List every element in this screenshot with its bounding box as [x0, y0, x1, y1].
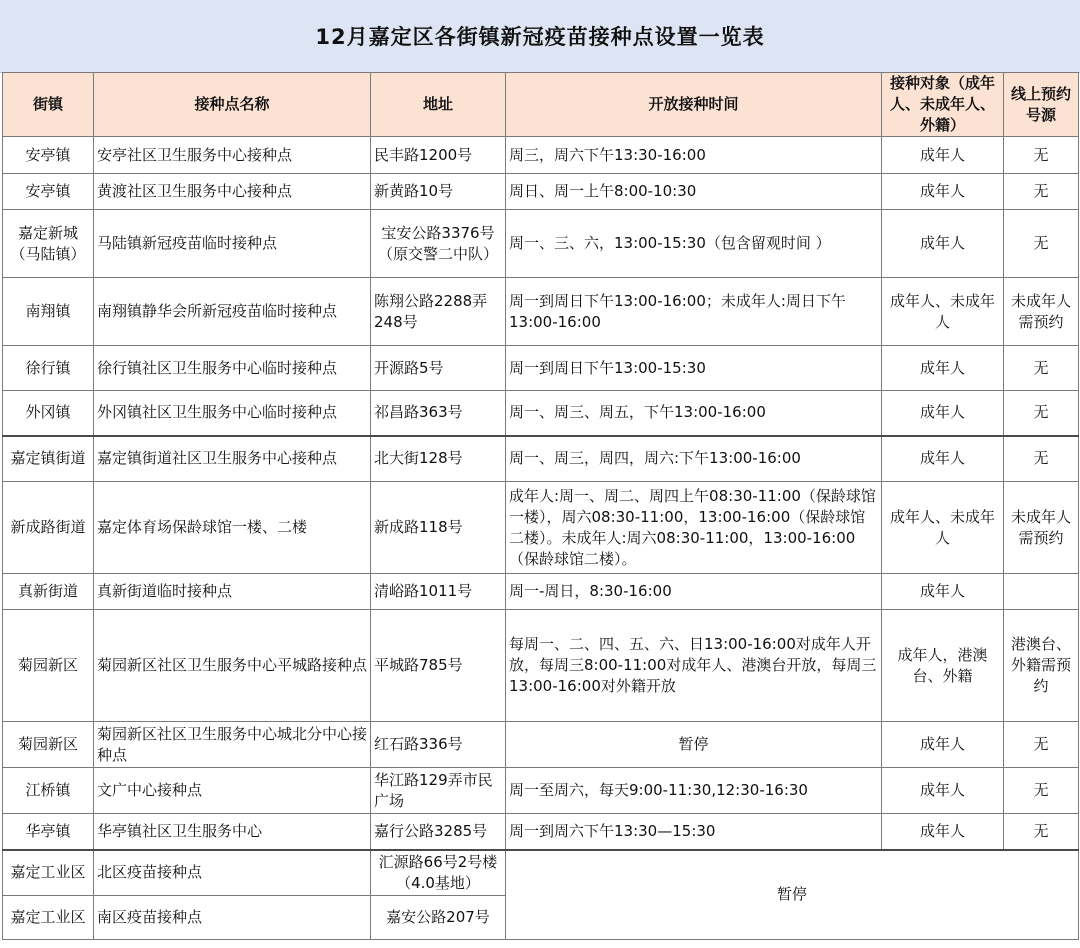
hours-cell: 周一、周三，周四，周六:下午13:00-16:00 — [506, 436, 882, 482]
town-cell: 徐行镇 — [3, 346, 94, 391]
site-cell: 安亭社区卫生服务中心接种点 — [94, 137, 371, 174]
town-cell: 外冈镇 — [3, 391, 94, 436]
address-cell: 祁昌路363号 — [371, 391, 506, 436]
table-row — [3, 174, 1079, 210]
table-row — [3, 391, 1079, 436]
table-row — [3, 850, 1079, 896]
site-cell: 菊园新区社区卫生服务中心平城路接种点 — [94, 610, 371, 722]
target-cell: 成年人 — [882, 174, 1004, 210]
hours-cell: 每周一、二、四、五、六、日13:00-16:00对成年人开放，每周三8:00-11:00对成年人、港澳台开放，每周三13:00-16:00对外籍开放 — [506, 610, 882, 722]
hours-cell: 成年人:周一、周二、周四上午08:30-11:00（保龄球馆一楼），周六08:30-11:00，13:00-16:00（保龄球馆二楼）。未成年人:周六08:30-11:00，13:00-16:00（保龄球馆二楼）。 — [506, 482, 882, 574]
address-cell: 清峪路1011号 — [371, 574, 506, 610]
header-row — [3, 73, 1079, 137]
town-cell: 安亭镇 — [3, 174, 94, 210]
header-hours: 开放接种时间 — [506, 73, 882, 137]
address-cell: 嘉行公路3285号 — [371, 814, 506, 850]
target-cell: 成年人、未成年人 — [882, 482, 1004, 574]
address-cell: 宝安公路3376号（原交警二中队） — [371, 210, 506, 278]
town-cell: 菊园新区 — [3, 610, 94, 722]
site-cell: 黄渡社区卫生服务中心接种点 — [94, 174, 371, 210]
table-row — [3, 814, 1079, 850]
hours-cell: 暂停 — [506, 722, 882, 768]
online-cell: 无 — [1004, 174, 1079, 210]
target-cell: 成年人 — [882, 346, 1004, 391]
town-cell: 安亭镇 — [3, 137, 94, 174]
address-cell: 嘉安公路207号 — [371, 896, 506, 940]
site-cell: 真新街道临时接种点 — [94, 574, 371, 610]
hours-cell: 周一、三、六，13:00-15:30（包含留观时间 ） — [506, 210, 882, 278]
title-banner — [0, 0, 1080, 73]
site-cell: 文广中心接种点 — [94, 768, 371, 814]
address-cell: 红石路336号 — [371, 722, 506, 768]
online-cell: 未成年人需预约 — [1004, 482, 1079, 574]
site-cell: 南区疫苗接种点 — [94, 896, 371, 940]
table-row — [3, 722, 1079, 768]
address-cell: 新黄路10号 — [371, 174, 506, 210]
target-cell: 成年人、未成年人 — [882, 278, 1004, 346]
header-target: 接种对象（成年人、未成年人、外籍） — [882, 73, 1004, 137]
address-cell: 新成路118号 — [371, 482, 506, 574]
site-cell: 南翔镇静华会所新冠疫苗临时接种点 — [94, 278, 371, 346]
address-cell: 开源路5号 — [371, 346, 506, 391]
table-row — [3, 436, 1079, 482]
town-cell: 新成路街道 — [3, 482, 94, 574]
online-cell: 无 — [1004, 814, 1079, 850]
town-cell: 嘉定工业区 — [3, 896, 94, 940]
target-cell: 成年人 — [882, 768, 1004, 814]
target-cell: 成年人 — [882, 391, 1004, 436]
table-row — [3, 210, 1079, 278]
table-row — [3, 278, 1079, 346]
online-cell: 无 — [1004, 722, 1079, 768]
online-cell: 无 — [1004, 768, 1079, 814]
address-cell: 平城路785号 — [371, 610, 506, 722]
hours-cell: 周一到周日下午13:00-15:30 — [506, 346, 882, 391]
site-cell: 马陆镇新冠疫苗临时接种点 — [94, 210, 371, 278]
target-cell: 成年人 — [882, 574, 1004, 610]
online-cell: 无 — [1004, 210, 1079, 278]
site-cell: 嘉定镇街道社区卫生服务中心接种点 — [94, 436, 371, 482]
online-cell — [1004, 574, 1079, 610]
site-cell: 外冈镇社区卫生服务中心临时接种点 — [94, 391, 371, 436]
header-online: 线上预约号源 — [1004, 73, 1079, 137]
address-cell: 陈翔公路2288弄248号 — [371, 278, 506, 346]
target-cell: 成年人 — [882, 436, 1004, 482]
hours-cell: 周一到周日下午13:00-16:00；未成年人:周日下午13:00-16:00 — [506, 278, 882, 346]
hours-cell: 周日、周一上午8:00-10:30 — [506, 174, 882, 210]
target-cell: 成年人 — [882, 722, 1004, 768]
site-cell: 华亭镇社区卫生服务中心 — [94, 814, 371, 850]
town-cell: 嘉定工业区 — [3, 850, 94, 896]
online-cell: 未成年人需预约 — [1004, 278, 1079, 346]
target-cell: 成年人 — [882, 210, 1004, 278]
site-cell: 嘉定体育场保龄球馆一楼、二楼 — [94, 482, 371, 574]
address-cell: 民丰路1200号 — [371, 137, 506, 174]
header-site: 接种点名称 — [94, 73, 371, 137]
hours-cell: 周一、周三、周五，下午13:00-16:00 — [506, 391, 882, 436]
header-address: 地址 — [371, 73, 506, 137]
town-cell: 嘉定镇街道 — [3, 436, 94, 482]
town-cell: 真新街道 — [3, 574, 94, 610]
address-cell: 汇源路66号2号楼（4.0基地） — [371, 850, 506, 896]
header-town: 街镇 — [3, 73, 94, 137]
vaccination-sites-table — [2, 72, 1079, 940]
town-cell: 华亭镇 — [3, 814, 94, 850]
town-cell: 南翔镇 — [3, 278, 94, 346]
hours-cell: 周一至周六，每天9:00-11:30,12:30-16:30 — [506, 768, 882, 814]
hours-cell: 周一到周六下午13:30—15:30 — [506, 814, 882, 850]
town-cell: 嘉定新城（马陆镇） — [3, 210, 94, 278]
page-title: 12月嘉定区各街镇新冠疫苗接种点设置一览表 — [315, 25, 765, 49]
site-cell: 菊园新区社区卫生服务中心城北分中心接种点 — [94, 722, 371, 768]
online-cell: 无 — [1004, 137, 1079, 174]
table-row — [3, 610, 1079, 722]
hours-cell: 周一-周日，8:30-16:00 — [506, 574, 882, 610]
address-cell: 北大街128号 — [371, 436, 506, 482]
table-row — [3, 768, 1079, 814]
table-row — [3, 137, 1079, 174]
online-cell: 无 — [1004, 391, 1079, 436]
address-cell: 华江路129弄市民广场 — [371, 768, 506, 814]
table-row — [3, 574, 1079, 610]
town-cell: 菊园新区 — [3, 722, 94, 768]
site-cell: 北区疫苗接种点 — [94, 850, 371, 896]
industrial-merged-cell: 暂停 — [506, 850, 1079, 940]
town-cell: 江桥镇 — [3, 768, 94, 814]
online-cell: 港澳台、外籍需预约 — [1004, 610, 1079, 722]
table-row — [3, 346, 1079, 391]
table-row — [3, 482, 1079, 574]
target-cell: 成年人，港澳台、外籍 — [882, 610, 1004, 722]
online-cell: 无 — [1004, 436, 1079, 482]
target-cell: 成年人 — [882, 137, 1004, 174]
site-cell: 徐行镇社区卫生服务中心临时接种点 — [94, 346, 371, 391]
online-cell: 无 — [1004, 346, 1079, 391]
hours-cell: 周三，周六下午13:30-16:00 — [506, 137, 882, 174]
target-cell: 成年人 — [882, 814, 1004, 850]
